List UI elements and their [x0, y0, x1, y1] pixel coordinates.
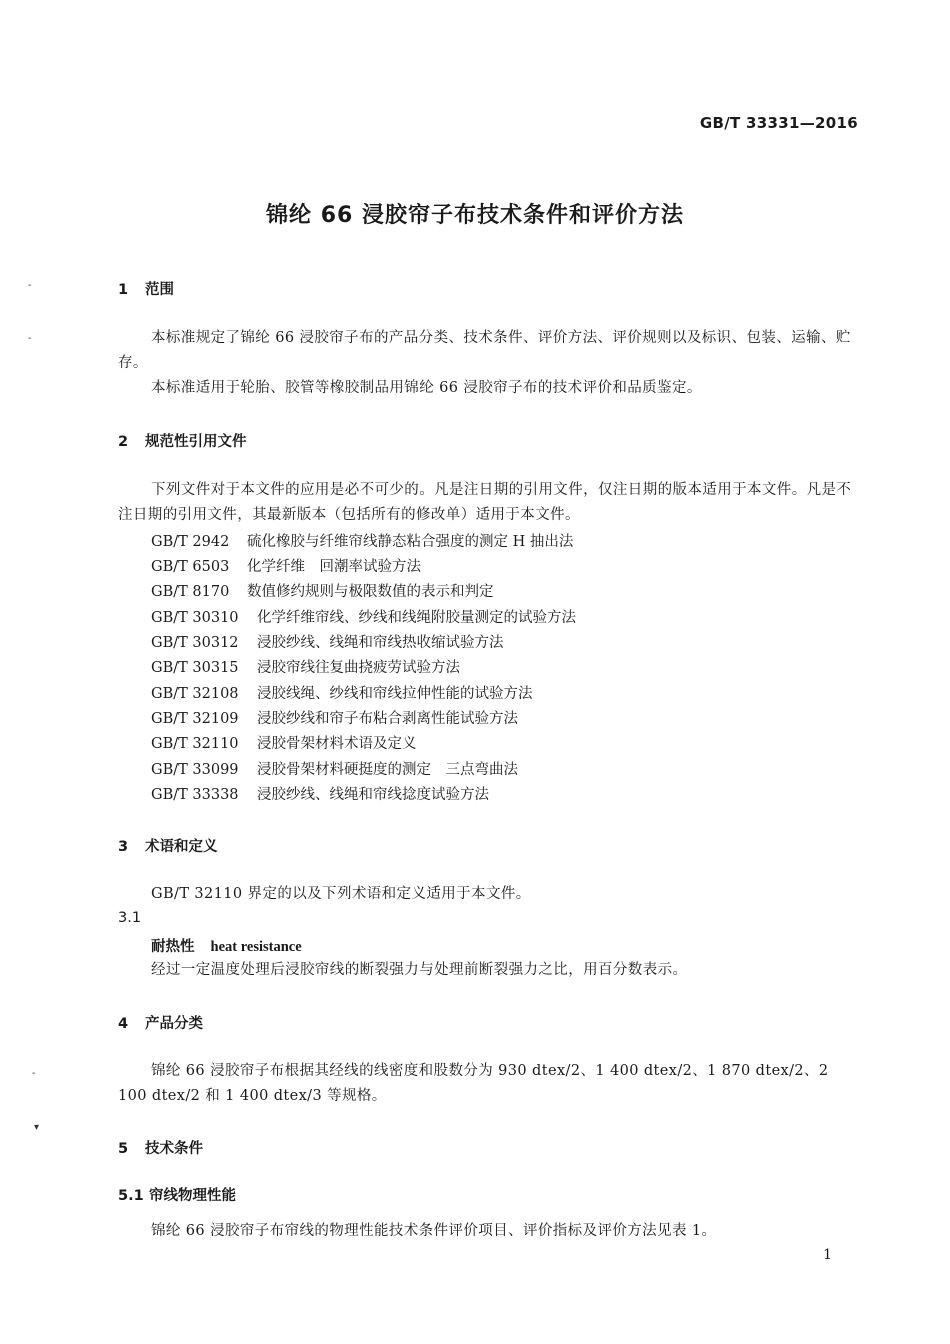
paragraph: 本标准适用于轮胎、胶管等橡胶制品用锦纶 66 浸胶帘子布的技术评价和品质鉴定。 — [151, 380, 702, 396]
reference-item — [151, 707, 518, 728]
reference-code: GB/T 30310 — [151, 610, 239, 626]
section-number: 3 — [118, 839, 129, 855]
document-title: 锦纶 66 浸胶帘子布技术条件和评价方法 — [266, 203, 684, 228]
reference-item — [151, 606, 576, 627]
standard-code: GB/T 33331—2016 — [699, 114, 858, 132]
section-title: 产品分类 — [145, 1016, 203, 1032]
section-heading — [118, 1012, 203, 1033]
reference-item — [151, 758, 518, 779]
reference-item — [151, 682, 533, 703]
section-heading — [118, 1137, 203, 1158]
term-definition: 经过一定温度处理后浸胶帘线的断裂强力与处理前断裂强力之比，用百分数表示。 — [151, 962, 688, 978]
reference-title: 硫化橡胶与纤维帘线静态粘合强度的测定 H 抽出法 — [247, 534, 574, 550]
reference-title: 浸胶帘线往复曲挠疲劳试验方法 — [257, 660, 460, 676]
section-heading — [118, 430, 247, 451]
reference-code: GB/T 30312 — [151, 635, 239, 651]
reference-title: 浸胶骨架材料硬挺度的测定 三点弯曲法 — [257, 762, 518, 778]
reference-title: 浸胶纱线和帘子布粘合剥离性能试验方法 — [257, 711, 518, 727]
paragraph: 本标准规定了锦纶 66 浸胶帘子布的产品分类、技术条件、评价方法、评价规则以及标识、包装、运输、贮存。 — [118, 330, 851, 371]
reference-title: 浸胶纱线、线绳和帘线捻度试验方法 — [257, 787, 489, 803]
reference-title: 浸胶线绳、纱线和帘线拉伸性能的试验方法 — [257, 686, 533, 702]
reference-title: 数值修约规则与极限数值的表示和判定 — [247, 584, 494, 600]
term-zh: 耐热性 — [151, 939, 195, 955]
paragraph: 下列文件对于本文件的应用是必不可少的。凡是注日期的引用文件，仅注日期的版本适用于本文件。凡是不注日期的引用文件，其最新版本（包括所有的修改单）适用于本文件。 — [118, 482, 852, 523]
section-number: 4 — [118, 1016, 129, 1032]
section-number: 1 — [118, 282, 129, 298]
reference-code: GB/T 32110 — [151, 736, 239, 752]
reference-item — [151, 732, 417, 753]
section-title: 术语和定义 — [145, 839, 218, 855]
term-number: 3.1 — [118, 910, 142, 926]
reference-item — [151, 783, 489, 804]
section-title: 范围 — [145, 282, 174, 298]
subsection-heading — [118, 1184, 236, 1205]
section-heading — [118, 278, 174, 299]
reference-code: GB/T 33338 — [151, 787, 239, 803]
margin-mark: ▾ — [34, 1122, 40, 1133]
reference-item — [151, 656, 460, 677]
reference-item — [151, 580, 494, 601]
reference-code: GB/T 8170 — [151, 584, 230, 600]
subsection-title: 帘线物理性能 — [149, 1188, 236, 1204]
reference-title: 化学纤维 回潮率试验方法 — [247, 559, 421, 575]
section-heading — [118, 835, 218, 856]
reference-code: GB/T 30315 — [151, 660, 239, 676]
section-number: 5 — [118, 1141, 129, 1157]
reference-code: GB/T 2942 — [151, 534, 230, 550]
reference-title: 化学纤维帘线、纱线和线绳附胶量测定的试验方法 — [257, 610, 576, 626]
reference-item — [151, 555, 421, 576]
reference-title: 浸胶骨架材料术语及定义 — [257, 736, 417, 752]
paragraph: 锦纶 66 浸胶帘子布根据其经线的线密度和股数分为 930 dtex/2、1 400 dtex/2、1 870 dtex/2、2 100 dtex/2 和 1 400 dtex/3 等规格。 — [118, 1063, 829, 1104]
reference-code: GB/T 6503 — [151, 559, 230, 575]
reference-title: 浸胶纱线、线绳和帘线热收缩试验方法 — [257, 635, 504, 651]
margin-mark: - — [32, 1068, 36, 1079]
margin-mark: - — [28, 333, 32, 344]
reference-item — [151, 631, 504, 652]
paragraph: GB/T 32110 界定的以及下列术语和定义适用于本文件。 — [151, 886, 531, 902]
term-title — [151, 935, 302, 956]
subsection-number: 5.1 — [118, 1188, 144, 1204]
section-title: 规范性引用文件 — [145, 434, 247, 450]
reference-code: GB/T 32109 — [151, 711, 239, 727]
reference-item — [151, 530, 573, 551]
margin-mark: - — [28, 280, 32, 291]
page-number: 1 — [823, 1247, 832, 1263]
section-title: 技术条件 — [145, 1141, 203, 1157]
reference-code: GB/T 33099 — [151, 762, 239, 778]
reference-code: GB/T 32108 — [151, 686, 239, 702]
paragraph: 锦纶 66 浸胶帘子布帘线的物理性能技术条件评价项目、评价指标及评价方法见表 1。 — [151, 1223, 717, 1239]
section-number: 2 — [118, 434, 129, 450]
term-en: heat resistance — [210, 939, 302, 955]
